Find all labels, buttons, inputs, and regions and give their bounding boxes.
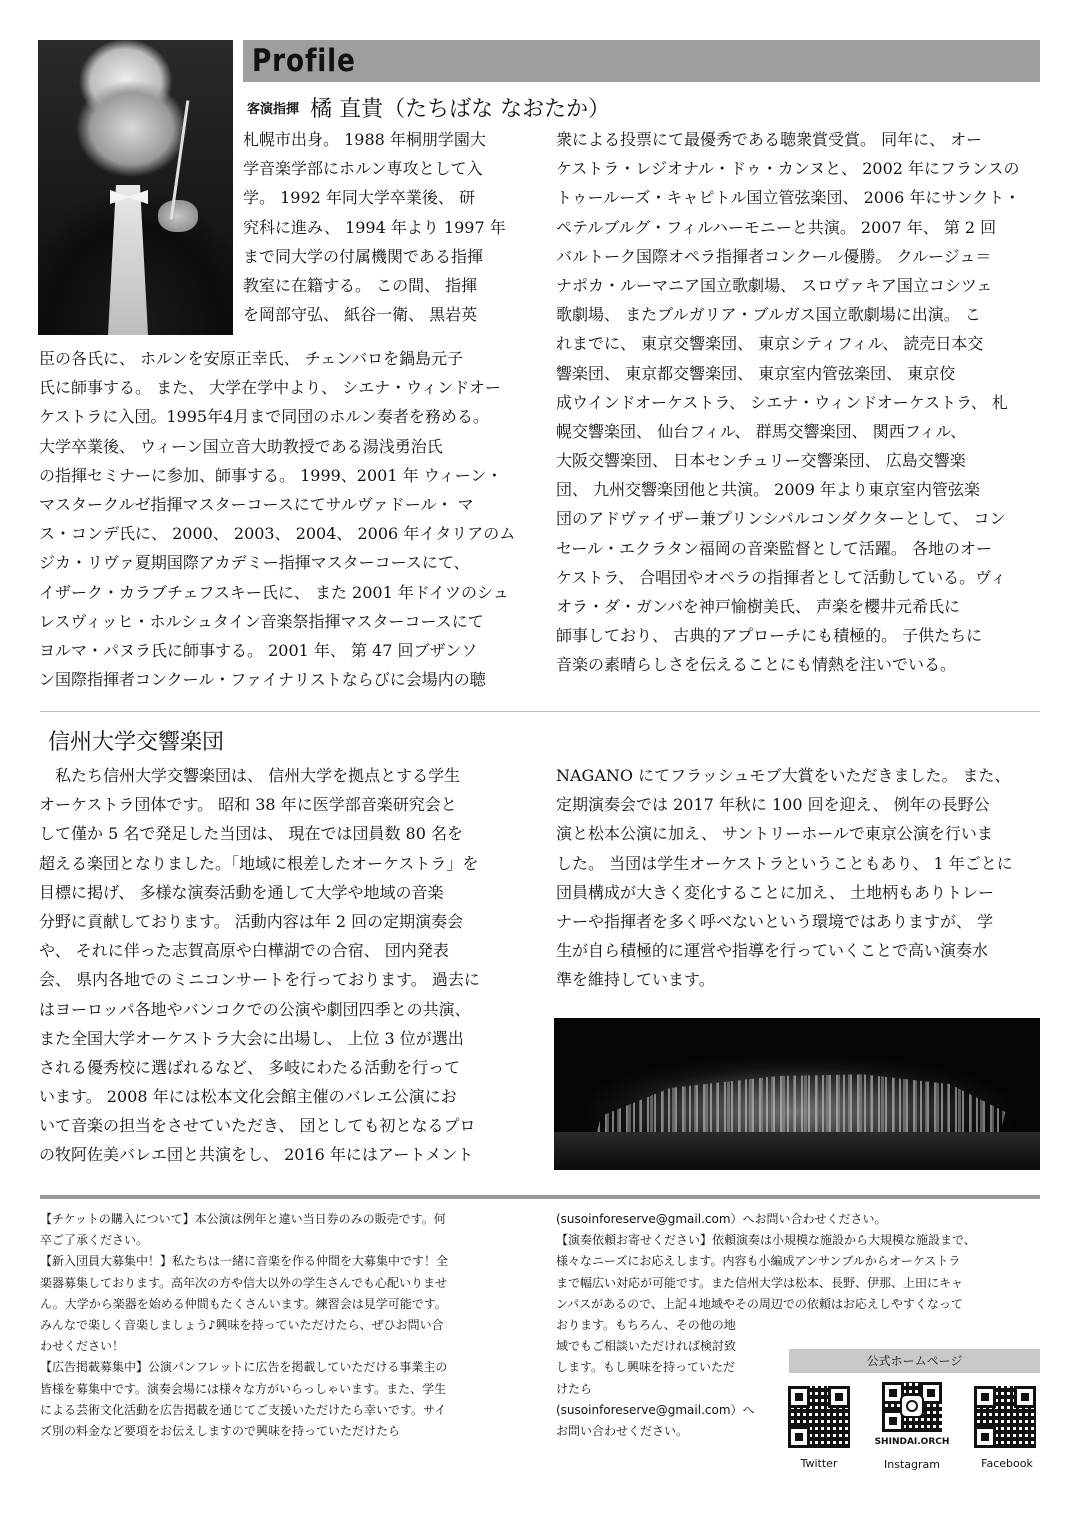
notes-column-1: 【チケットの購入について】本公演は例年と違い当日券のみの販売です。何 卒ご了承ください。 【新入団員大募集中！】私たちは一緒に音楽を作る仲間を大募集中です！全 楽器募集しております。高年次の方や信大以外の学生さんでも心配いりませ ん。大学から楽器を始める仲間もたくさんいます。練習会は見学可能です。 みんなで楽しく音楽しましょう♪興味を持っていただけたら、ぜひお問い合 わせください！ 【広告掲載募集中】公演パンフレットに広告を掲載していただける事業主の 皆様を募集中です。演奏会場には様々な方がいらっしゃいます。また、学生 による芸術文化活動を広告掲載を通じてご支援いただけたら幸いです。サイ ズ別の料金など要項をお伝えしますので興味を持っていただけたら bbox=[40, 1212, 449, 1438]
conductor-line bbox=[247, 92, 610, 123]
official-homepage-heading: 公式ホームページ bbox=[789, 1349, 1040, 1373]
facebook-qr-code[interactable] bbox=[974, 1386, 1036, 1448]
instagram-label: Instagram bbox=[884, 1458, 940, 1471]
profile-column-1a: 札幌市出身。 1988 年桐朋学園大 学音楽学部にホルン専攻として入 学。 1992 年同大学卒業後、 研 究科に進み、 1994 年より 1997 年 まで同大学の付属機関である指揮 教室に在籍する。 この間、 指揮 を岡部守弘、 紙谷一衛、 黒岩英 bbox=[243, 130, 506, 325]
conductor-role: 客演指揮 bbox=[247, 102, 300, 117]
orchestra-photo bbox=[554, 1018, 1040, 1170]
instagram-icon bbox=[900, 1394, 924, 1418]
orchestra-column-1: 私たち信州大学交響楽団は、 信州大学を拠点とする学生 オーケストラ団体です。 昭和 38 年に医学部音楽研究会と して僅か 5 名で発足した当団は、 現在では団員数 80 名を 超える楽団となりました。「地域に根差したオーケストラ」を 目標に掲げ、 多様な演奏活動を通して大学や地域の音楽 分野に貢献しております。 活動内容は年 2 回の定期演奏会 や、 それに伴った志賀高原や白樺湖での合宿、 団内発表 会、 県内各地でのミニコンサートを行っております。 過去に はヨーロッパ各地やバンコクでの公演や劇団四季との共演、 また全国大学オーケストラ大会に出場し、 上位 3 位が選出 される優秀校に選ばれるなど、 多岐にわたる活動を行って います。 2008 年には松本文化会館主催のバレエ公演にお いて音楽の担当をさせていただき、 団としても初となるプロ の牧阿佐美バレエ団と共演をし、 2016 年にはアートメント bbox=[39, 766, 480, 1165]
profile-heading: Profile bbox=[252, 43, 356, 79]
facebook-label: Facebook bbox=[981, 1457, 1033, 1470]
profile-heading-bar bbox=[243, 40, 1040, 82]
profile-column-1b: 臣の各氏に、 ホルンを安原正幸氏、 チェンバロを鍋島元子 氏に師事する。 また、 大学在学中より、 シエナ・ウィンドオー ケストラに入団。1995年4月まで同団のホルン奏者を務める。 大学卒業後、 ウィーン国立音大助教授である湯浅勇治氏 の指揮セミナーに参加、師事する。 1999、2001 年 ウィーン・ マスタークルゼ指揮マスターコースにてサルヴァドール・ マ ス・コンデ氏に、 2000、 2003、 2004、 2006 年イタリアのム ジカ・リヴァ夏期国際アカデミー指揮マスターコースにて、 イザーク・カラブチェフスキー氏に、 また 2001 年ドイツのシュ レスヴィッヒ・ホルシュタイン音楽祭指揮マスターコースにて ヨルマ・パヌラ氏に師事する。 2001 年、 第 47 回ブザンソ ン国際指揮者コンクール・ファイナリストならびに会場内の聴 bbox=[39, 349, 516, 690]
twitter-label: Twitter bbox=[800, 1457, 838, 1470]
conductor-photo bbox=[38, 40, 233, 335]
orchestra-column-2: NAGANO にてフラッシュモブ大賞をいただきました。 また、 定期演奏会では 2017 年秋に 100 回を迎え、 例年の長野公 演と松本公演に加え、 サントリーホールで東京公演を行いま した。 当団は学生オーケストラということもあり、 1 年ごとに 団員構成が大きく変化することに加え、 土地柄もありトレー ナーや指揮者を多く呼べないという環境ではありますが、 学 生が自ら積極的に運営や指導を行っていくことで高い演奏水 準を維持しています。 bbox=[556, 766, 1013, 990]
profile-column-2: 衆による投票にて最優秀である聴衆賞受賞。 同年に、 オー ケストラ・レジオナル・ドゥ・カンヌと、 2002 年にフランスの トゥールーズ・キャピトル国立管弦楽団、 2006 年にサンクト・ ペテルブルグ・フィルハーモニーと共演。 2007 年、 第 2 回 バルトーク国際オペラ指揮者コンクール優勝。 クルージュ＝ ナポカ・ルーマニア国立歌劇場、 スロヴァキア国立コシツェ 歌劇場、 またブルガリア・ブルガス国立歌劇場に出演。 こ れまでに、 東京交響楽団、 東京シティフィル、 読売日本交 響楽団、 東京都交響楽団、 東京室内管弦楽団、 東京佼 成ウインドオーケストラ、 シエナ・ウィンドオーケストラ、 札 幌交響楽団、 仙台フィル、 群馬交響楽団、 関西フィル、 大阪交響楽団、 日本センチュリー交響楽団、 広島交響楽 団、 九州交響楽団他と共演。 2009 年より東京室内管弦楽 団のアドヴァイザー兼プリンシパルコンダクターとして、 コン セール・エクラタン福岡の音楽監督として活躍。 各地のオー ケストラ、 合唱団やオペラの指揮者として活動している。ヴィ オラ・ダ・ガンバを神戸愉樹美氏、 声楽を櫻井元希氏に 師事しており、 古典的アプローチにも積極的。 子供たちに 音楽の素晴らしさを伝えることにも情熱を注いでいる。 bbox=[556, 130, 1021, 675]
conductor-name: 橘 直貴（たちばな なおたか） bbox=[310, 97, 611, 122]
section-divider bbox=[40, 711, 1040, 712]
instagram-handle: SHINDAI.ORCH bbox=[874, 1437, 950, 1447]
notes-column-2: (susoinforeserve@gmail.com）へお問い合わせください。 【演奏依頼お寄せください】依頼演奏は小規模な施設から大規模な施設まで、 様々なニーズにお応えします。内容も小編成アンサンブルからオーケストラ まで幅広い対応が可能です。また信州大学は松本、長野、伊那、上田にキャ ンパスがあるので、上記４地域やその周辺での依頼はお応えしやすくなって おります。もちろん、その他の地 域でもご相談いただければ検討致 します。もし興味を持っていただ けたら (susoinforeserve@gmail.com）へ お問い合わせください。 bbox=[556, 1212, 976, 1438]
orchestra-heading: 信州大学交響楽団 bbox=[48, 730, 225, 755]
twitter-qr-code[interactable] bbox=[788, 1386, 850, 1448]
notes-divider bbox=[40, 1195, 1040, 1199]
